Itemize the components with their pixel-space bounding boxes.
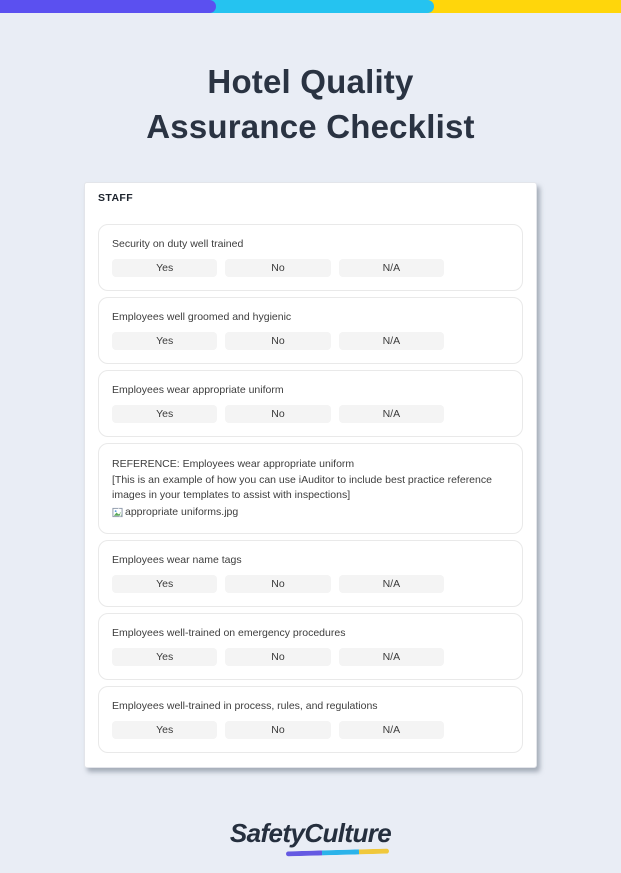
broken-image-icon bbox=[112, 507, 123, 518]
question-block-1 bbox=[98, 224, 523, 291]
question-block-5 bbox=[98, 613, 523, 680]
page-title bbox=[0, 59, 621, 149]
answer-no-button[interactable]: No bbox=[225, 721, 330, 739]
answer-no-button[interactable]: No bbox=[225, 648, 330, 666]
answer-row bbox=[112, 575, 444, 593]
reference-attachment bbox=[112, 505, 509, 521]
underline-purple bbox=[286, 850, 322, 856]
answer-yes-button[interactable]: Yes bbox=[112, 405, 217, 423]
answer-na-button[interactable]: N/A bbox=[339, 648, 444, 666]
answer-yes-button[interactable]: Yes bbox=[112, 575, 217, 593]
answer-yes-button[interactable]: Yes bbox=[112, 648, 217, 666]
answer-no-button[interactable]: No bbox=[225, 405, 330, 423]
question-text: Employees well-trained on emergency procedures bbox=[112, 627, 346, 639]
question-block-3 bbox=[98, 370, 523, 437]
answer-row bbox=[112, 648, 444, 666]
question-text: Employees well groomed and hygienic bbox=[112, 311, 292, 323]
question-block-6 bbox=[98, 686, 523, 753]
question-text: Employees well-trained in process, rules, and regulations bbox=[112, 700, 378, 712]
safetyculture-logo-underline bbox=[286, 848, 389, 855]
answer-row bbox=[112, 721, 444, 739]
question-block-4 bbox=[98, 540, 523, 607]
page-title-line1: Hotel Quality bbox=[207, 63, 414, 100]
answer-na-button[interactable]: N/A bbox=[339, 575, 444, 593]
safetyculture-logo-text: SafetyCulture bbox=[229, 818, 392, 848]
answer-na-button[interactable]: N/A bbox=[339, 332, 444, 350]
answer-no-button[interactable]: No bbox=[225, 575, 330, 593]
underline-yellow bbox=[359, 848, 389, 853]
question-block-2 bbox=[98, 297, 523, 364]
answer-yes-button[interactable]: Yes bbox=[112, 259, 217, 277]
answer-yes-button[interactable]: Yes bbox=[112, 721, 217, 739]
safetyculture-logo bbox=[230, 818, 391, 849]
answer-no-button[interactable]: No bbox=[225, 332, 330, 350]
attachment-filename: appropriate uniforms.jpg bbox=[125, 505, 239, 518]
answer-row bbox=[112, 405, 444, 423]
reference-title: REFERENCE: Employees wear appropriate uniform bbox=[112, 458, 355, 470]
answer-na-button[interactable]: N/A bbox=[339, 405, 444, 423]
answer-yes-button[interactable]: Yes bbox=[112, 332, 217, 350]
top-accent-bar bbox=[0, 0, 621, 13]
answer-row bbox=[112, 259, 444, 277]
footer bbox=[0, 818, 621, 849]
question-text: Security on duty well trained bbox=[112, 238, 244, 250]
answer-no-button[interactable]: No bbox=[225, 259, 330, 277]
question-text: Employees wear appropriate uniform bbox=[112, 384, 284, 396]
underline-cyan bbox=[322, 849, 359, 855]
reference-block bbox=[98, 443, 523, 534]
answer-na-button[interactable]: N/A bbox=[339, 259, 444, 277]
accent-bar-purple bbox=[0, 0, 216, 13]
section-header-staff: STAFF bbox=[98, 192, 134, 204]
reference-note: [This is an example of how you can use iAuditor to include best practice reference images in your templates to assist with inspections] bbox=[112, 473, 492, 501]
answer-na-button[interactable]: N/A bbox=[339, 721, 444, 739]
answer-row bbox=[112, 332, 444, 350]
checklist-card bbox=[84, 182, 537, 768]
question-text: Employees wear name tags bbox=[112, 554, 242, 566]
page-title-line2: Assurance Checklist bbox=[146, 108, 475, 145]
